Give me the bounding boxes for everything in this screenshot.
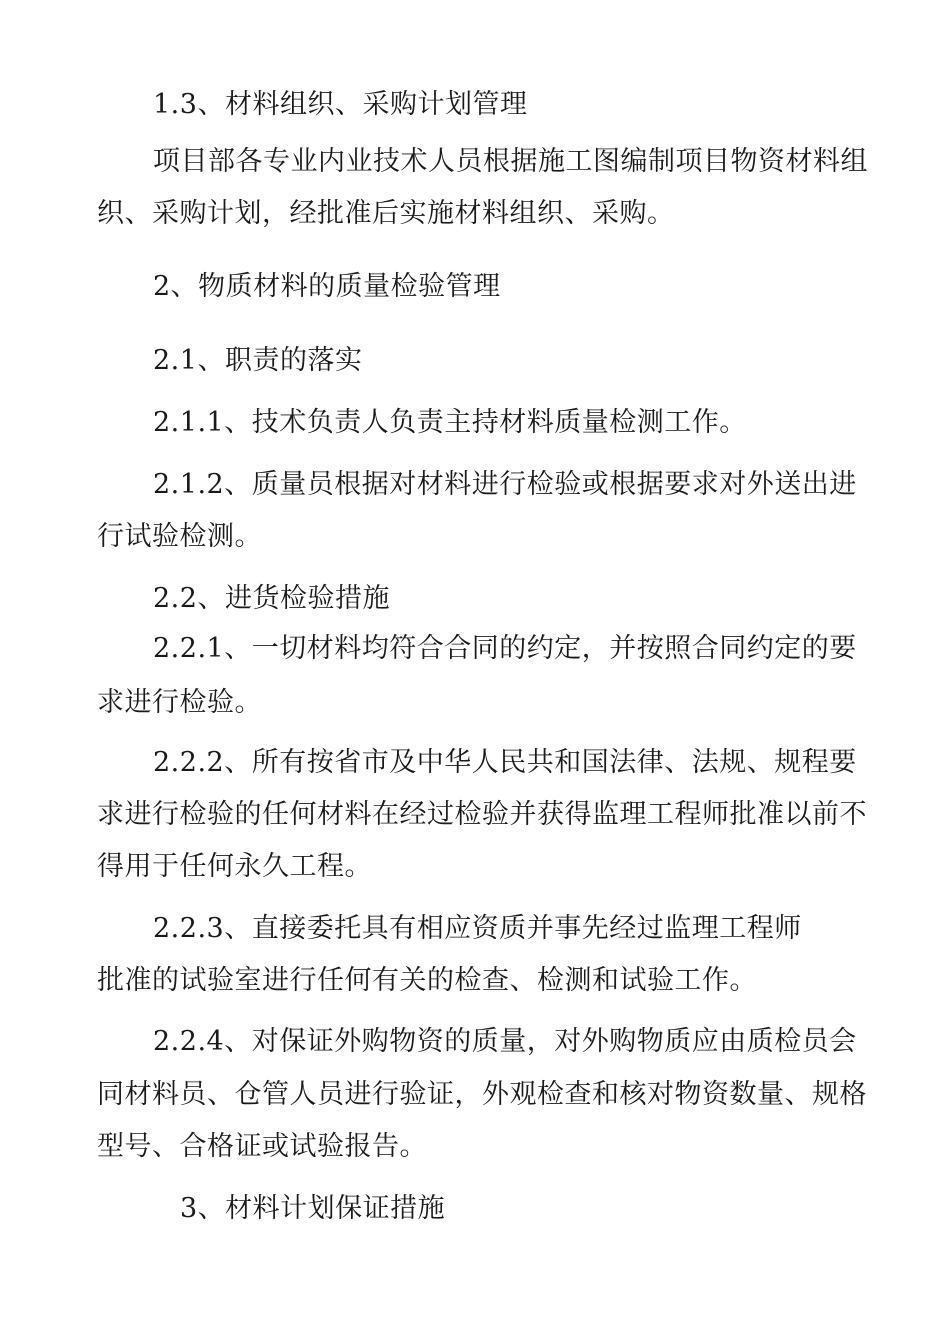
item-2-1-1: 2.1.1、技术负责人负责主持材料质量检测工作。 [153,407,747,438]
item-2-2-3-line-1: 2.2.3、直接委托具有相应资质并事先经过监理工程师 [153,913,802,944]
heading-2: 2、物质材料的质量检验管理 [153,271,501,302]
item-2-2-3-line-2: 批准的试验室进行任何有关的检查、检测和试验工作。 [97,965,757,996]
heading-3: 3、材料计划保证措施 [180,1193,446,1224]
item-2-1-2-line-1: 2.1.2、质量员根据对材料进行检验或根据要求对外送出进 [153,469,857,500]
item-2-2-1-line-1: 2.2.1、一切材料均符合合同的约定，并按照合同约定的要 [153,633,857,664]
item-2-1-2-line-2: 行试验检测。 [97,521,262,552]
item-2-2-1-line-2: 求进行检验。 [97,687,262,718]
item-2-2-4-line-3: 型号、合格证或试验报告。 [97,1131,427,1162]
heading-2-2: 2.2、进货检验措施 [153,583,390,614]
paragraph-1-3-line-1: 项目部各专业内业技术人员根据施工图编制项目物资材料组 [153,146,868,177]
heading-2-1: 2.1、职责的落实 [153,345,363,376]
item-2-2-2-line-2: 求进行检验的任何材料在经过检验并获得监理工程师批准以前不 [97,799,867,830]
item-2-2-4-line-1: 2.2.4、对保证外购物资的质量，对外购物质应由质检员会 [153,1026,857,1057]
item-2-2-2-line-1: 2.2.2、所有按省市及中华人民共和国法律、法规、规程要 [153,747,857,778]
heading-1-3: 1.3、材料组织、采购计划管理 [153,89,528,120]
item-2-2-4-line-2: 同材料员、仓管人员进行验证，外观检查和核对物资数量、规格 [97,1079,867,1110]
item-2-2-2-line-3: 得用于任何永久工程。 [97,851,372,882]
paragraph-1-3-line-2: 织、采购计划，经批准后实施材料组织、采购。 [97,198,675,229]
